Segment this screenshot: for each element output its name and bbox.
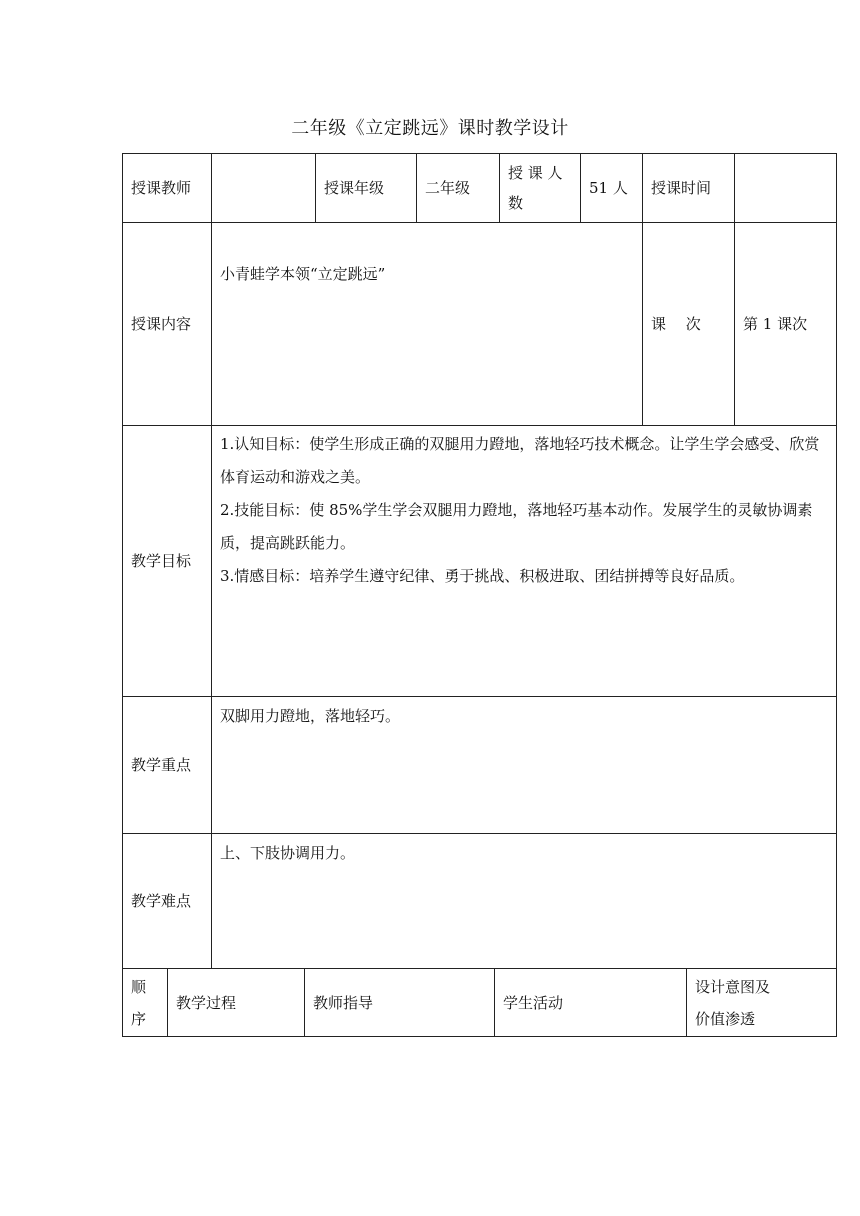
design-intent-header xyxy=(687,969,837,1037)
teacher-guide-header: 教师指导 xyxy=(305,969,495,1037)
content-cell xyxy=(212,223,643,426)
session-label: 课 次 xyxy=(643,223,735,426)
session-value: 第 1 课次 xyxy=(735,223,837,426)
design-intent-line2: 价值渗透 xyxy=(695,1009,756,1028)
order-header xyxy=(123,969,168,1037)
order-header-line1: 顺 xyxy=(131,977,147,996)
goal-item: 2.技能目标：使 85%学生学会双腿用力蹬地，落地轻巧基本动作。发展学生的灵敏协调素质，提高跳跃能力。 xyxy=(220,501,813,552)
content-label: 授课内容 xyxy=(123,223,212,426)
goals-label: 教学目标 xyxy=(123,426,212,697)
student-count-label-line2: 数 xyxy=(508,194,524,212)
time-value xyxy=(735,154,837,223)
document-title xyxy=(0,114,860,140)
student-count-label xyxy=(500,154,581,223)
design-intent-line1: 设计意图及 xyxy=(695,977,771,996)
info-row xyxy=(123,154,837,223)
teacher-label: 授课教师 xyxy=(123,154,212,223)
key-point-cell xyxy=(212,697,837,834)
title-text: 二年级《立定跳远》课时教学设计 xyxy=(291,118,569,139)
time-label: 授课时间 xyxy=(643,154,735,223)
lesson-plan-table xyxy=(122,153,837,969)
grade-label: 授课年级 xyxy=(316,154,417,223)
teacher-value xyxy=(212,154,316,223)
content-value: 小青蛙学本领“立定跳远” xyxy=(220,265,386,283)
goals-row xyxy=(123,426,837,697)
student-activity-header: 学生活动 xyxy=(495,969,687,1037)
difficulty-cell xyxy=(212,834,837,969)
goals-cell xyxy=(212,426,837,697)
process-header-table xyxy=(122,968,837,1037)
grade-value: 二年级 xyxy=(417,154,500,223)
student-count-value: 51 人 xyxy=(581,154,643,223)
goal-item: 3.情感目标：培养学生遵守纪律、勇于挑战、积极进取、团结拼搏等良好品质。 xyxy=(220,567,745,585)
key-point-row xyxy=(123,697,837,834)
goal-item: 1.认知目标：使学生形成正确的双腿用力蹬地，落地轻巧技术概念。让学生学会感受、欣赏体育运动和游戏之美。 xyxy=(220,435,820,486)
content-row xyxy=(123,223,837,426)
difficulty-label: 教学难点 xyxy=(123,834,212,969)
order-header-line2: 序 xyxy=(131,1009,147,1028)
key-point-value: 双脚用力蹬地，落地轻巧。 xyxy=(220,707,401,725)
difficulty-row xyxy=(123,834,837,969)
key-point-label: 教学重点 xyxy=(123,697,212,834)
process-header-row xyxy=(123,969,837,1037)
student-count-label-line1: 授 课 人 xyxy=(508,164,563,182)
process-header: 教学过程 xyxy=(168,969,305,1037)
difficulty-value: 上、下肢协调用力。 xyxy=(220,844,356,862)
